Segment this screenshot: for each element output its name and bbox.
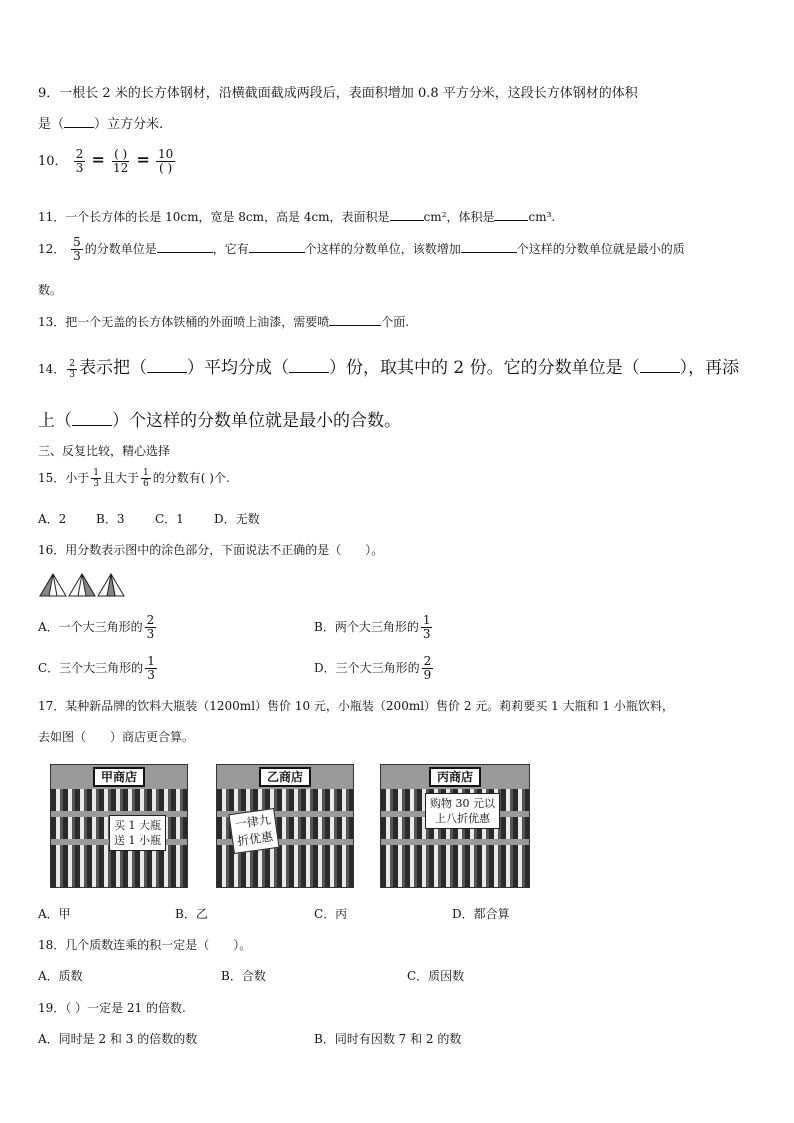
q15: 15．小于 $\frac{1}{3}$ 且大于 $\frac{1}{6}$ 的分数有( )个. [38, 468, 230, 489]
answer-blank[interactable] [390, 220, 424, 221]
option-c[interactable]: C．1 [155, 512, 184, 526]
q14-line2: 上（ ）个这样的分数单位就是最小的合数。 [38, 411, 401, 431]
q19-stem: 19．（ ）一定是 21 的倍数. [38, 1001, 186, 1015]
triangle-3 [98, 574, 124, 596]
fraction: $\frac{1}{3}$ [147, 654, 155, 682]
fraction: $\frac{1}{6}$ [143, 468, 149, 489]
answer-blank[interactable] [640, 372, 680, 373]
triangles-figure [38, 572, 128, 598]
q16-stem: 16．用分数表示图中的涂色部分，下面说法不正确的是（ ）。 [38, 543, 384, 557]
option-c[interactable]: C．丙 [314, 907, 348, 921]
store-image-jia [50, 764, 188, 888]
option-d[interactable]: D．无数 [214, 512, 260, 526]
answer-blank[interactable] [461, 252, 517, 253]
answer-blank[interactable] [147, 372, 187, 373]
store-name: 甲商店 [93, 767, 145, 787]
option-c[interactable]: C．质因数 [407, 969, 465, 983]
q9-line2: 是（ ）立方分米. [38, 117, 164, 132]
option-a[interactable]: A．2 [38, 512, 67, 526]
option-c[interactable]: C．三个大三角形的 $\frac{1}{3}$ [38, 654, 155, 682]
option-b[interactable]: B．合数 [221, 969, 266, 983]
store-image-bing [380, 764, 530, 888]
fraction-blank[interactable]: $\frac{( )}{12}$ [113, 147, 129, 175]
fraction: $\frac{2}{3}$ [69, 359, 76, 380]
store-name: 丙商店 [429, 767, 481, 787]
option-d[interactable]: D．都合算 [452, 907, 510, 921]
answer-blank[interactable] [289, 372, 329, 373]
option-b[interactable]: B．乙 [175, 907, 208, 921]
promo-sign: 购物 30 元以 上八折优惠 [425, 793, 500, 829]
triangle-2 [69, 574, 95, 596]
option-d[interactable]: D．三个大三角形的 $\frac{2}{9}$ [314, 654, 432, 682]
option-b[interactable]: B．同时有因数 7 和 2 的数 [314, 1032, 462, 1046]
store-name: 乙商店 [259, 767, 311, 787]
q10: 10． $\frac{2}{3}$ = $\frac{( )}{12}$ = $\frac{10}{( )}$ [38, 147, 174, 175]
option-a[interactable]: A．同时是 2 和 3 的倍数的数 [38, 1032, 198, 1046]
option-a[interactable]: A．质数 [38, 969, 83, 983]
promo-sign: 一律九 折优惠 [228, 808, 279, 854]
answer-blank[interactable] [249, 252, 305, 253]
promo-sign: 买 1 大瓶 送 1 小瓶 [109, 815, 166, 851]
fraction: $\frac{5}{3}$ [73, 235, 81, 263]
q11: 11．一个长方体的长是 10cm，宽是 8cm，高是 4cm，表面积是 cm²，体积是 cm³. [38, 210, 556, 224]
answer-blank[interactable] [64, 127, 94, 128]
fraction: $\frac{2}{3}$ [146, 613, 155, 641]
q14: 14． $\frac{2}{3}$ 表示把（ ）平均分成（ ）份，取其中的 2 份。它的分数单位是（ ），再添 [38, 358, 740, 380]
answer-blank[interactable] [72, 425, 112, 426]
q17-line2: 去如图（ ）商店更合算。 [38, 730, 195, 744]
triangle-1 [40, 574, 66, 596]
fraction: $\frac{2}{3}$ [75, 147, 84, 175]
fraction: $\frac{2}{9}$ [423, 654, 432, 682]
fraction-blank[interactable]: $\frac{10}{( )}$ [157, 147, 174, 175]
option-b[interactable]: B．两个大三角形的 $\frac{1}{3}$ [314, 613, 431, 641]
q13: 13．把一个无盖的长方体铁桶的外面喷上油漆，需要喷 个面. [38, 315, 410, 329]
option-a[interactable]: A．甲 [38, 907, 71, 921]
q18-stem: 18．几个质数连乘的积一定是（ ）。 [38, 938, 252, 952]
q9-line1: 9．一根长 2 米的长方体钢材，沿横截面截成两段后，表面积增加 0.8 平方分米，这段长方体钢材的体积 [38, 86, 638, 101]
option-b[interactable]: B．3 [96, 512, 125, 526]
answer-blank[interactable] [494, 220, 528, 221]
q12-line2: 数。 [38, 283, 63, 297]
fraction: $\frac{1}{3}$ [93, 468, 100, 489]
section-heading: 三、反复比较，精心选择 [38, 444, 171, 458]
q12: 12． $\frac{5}{3}$ 的分数单位是 ，它有 个这样的分数单位，该数增加 个这样的分数单位就是最小的质 [38, 235, 685, 263]
answer-blank[interactable] [329, 325, 381, 326]
fraction: $\frac{1}{3}$ [422, 613, 431, 641]
answer-blank[interactable] [157, 252, 213, 253]
option-a[interactable]: A．一个大三角形的 $\frac{2}{3}$ [38, 613, 155, 641]
store-image-yi [216, 764, 354, 888]
q17-line1: 17．某种新品牌的饮料大瓶装（1200ml）售价 10 元，小瓶装（200ml）售价 2 元。莉莉要买 1 大瓶和 1 小瓶饮料， [38, 699, 674, 713]
